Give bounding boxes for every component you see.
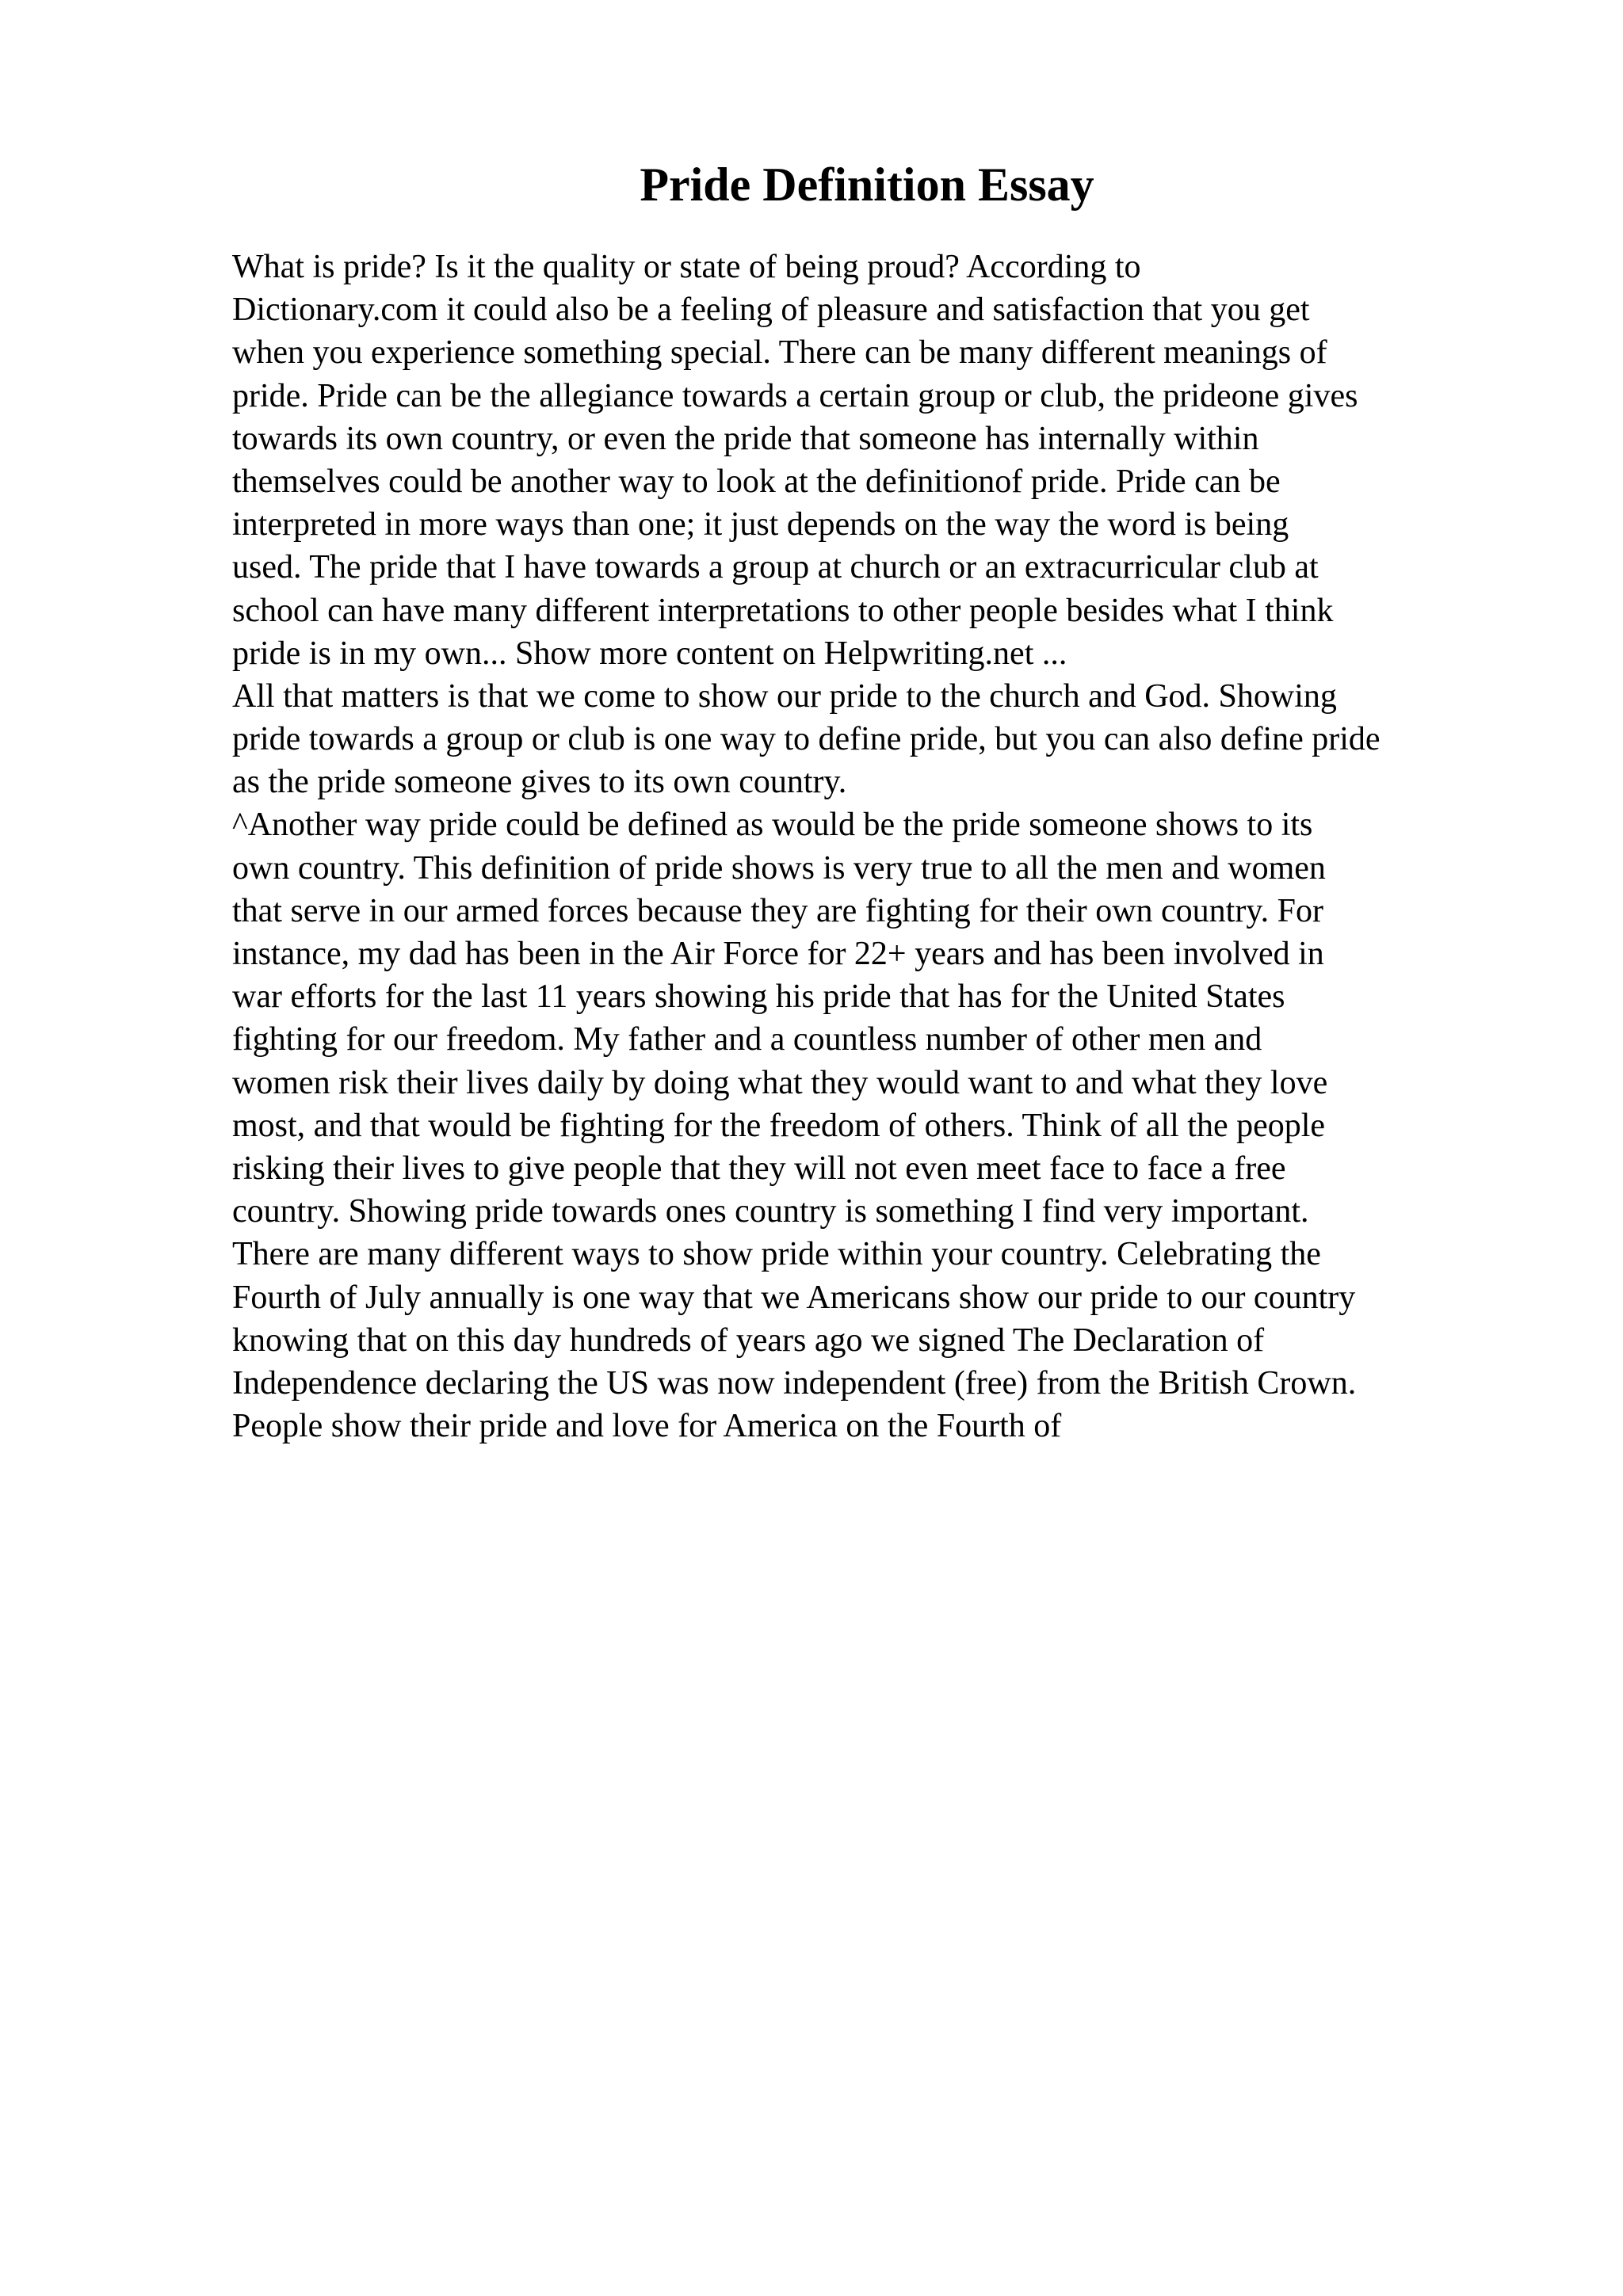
body-line: as the pride someone gives to its own country.	[232, 764, 847, 801]
body-line: own country. This definition of pride shows is very true to all the men and women	[232, 849, 1326, 887]
body-line: risking their lives to give people that they will not even meet face to face a free	[232, 1150, 1286, 1187]
body-line: themselves could be another way to look at the definitionof pride. Pride can be	[232, 463, 1281, 500]
body-line: most, and that would be fighting for the freedom of others. Think of all the people	[232, 1107, 1326, 1144]
body-line: that serve in our armed forces because they are fighting for their own country. For	[232, 892, 1323, 929]
body-line: Fourth of July annually is one way that we Americans show our pride to our country	[232, 1279, 1356, 1316]
body-line: war efforts for the last 11 years showing his pride that has for the United States	[232, 978, 1285, 1016]
body-line: knowing that on this day hundreds of years ago we signed The Declaration of	[232, 1322, 1265, 1359]
body-line: All that matters is that we come to show our pride to the church and God. Showing	[232, 677, 1337, 715]
body-line: People show their pride and love for America on the Fourth of	[232, 1408, 1062, 1445]
body-line: Independence declaring the US was now independent (free) from the British Crown.	[232, 1364, 1357, 1402]
body-line: Dictionary.com it could also be a feeling of pleasure and satisfaction that you get	[232, 292, 1310, 329]
body-line: interpreted in more ways than one; it just depends on the way the word is being	[232, 506, 1289, 543]
body-line: towards its own country, or even the pride that someone has internally within	[232, 420, 1259, 457]
body-line: used. The pride that I have towards a group at church or an extracurricular club at	[232, 549, 1319, 586]
body-line: pride is in my own... Show more content on Helpwriting.net ...	[232, 635, 1067, 672]
body-line: fighting for our freedom. My father and a countless number of other men and	[232, 1021, 1262, 1058]
body-line: What is pride? Is it the quality or state of being proud? According to	[232, 249, 1141, 285]
body-line: pride. Pride can be the allegiance towards a certain group or club, the prideone gives	[232, 377, 1358, 414]
body-line: pride towards a group or club is one way to define pride, but you can also define pride	[232, 721, 1381, 758]
body-line: when you experience something special. There can be many different meanings of	[232, 334, 1327, 372]
document-body	[232, 246, 1516, 1447]
body-line: country. Showing pride towards ones country is something I find very important.	[232, 1193, 1309, 1230]
body-line: women risk their lives daily by doing what they would want to and what they love	[232, 1064, 1328, 1101]
body-line: ^Another way pride could be defined as would be the pride someone shows to its	[232, 807, 1313, 844]
body-line: There are many different ways to show pride within your country. Celebrating the	[232, 1236, 1321, 1273]
body-line: instance, my dad has been in the Air Force for 22+ years and has been involved in	[232, 936, 1324, 972]
document-title: Pride Definition Essay	[640, 158, 1094, 211]
body-line: school can have many different interpretations to other people besides what I think	[232, 592, 1334, 629]
